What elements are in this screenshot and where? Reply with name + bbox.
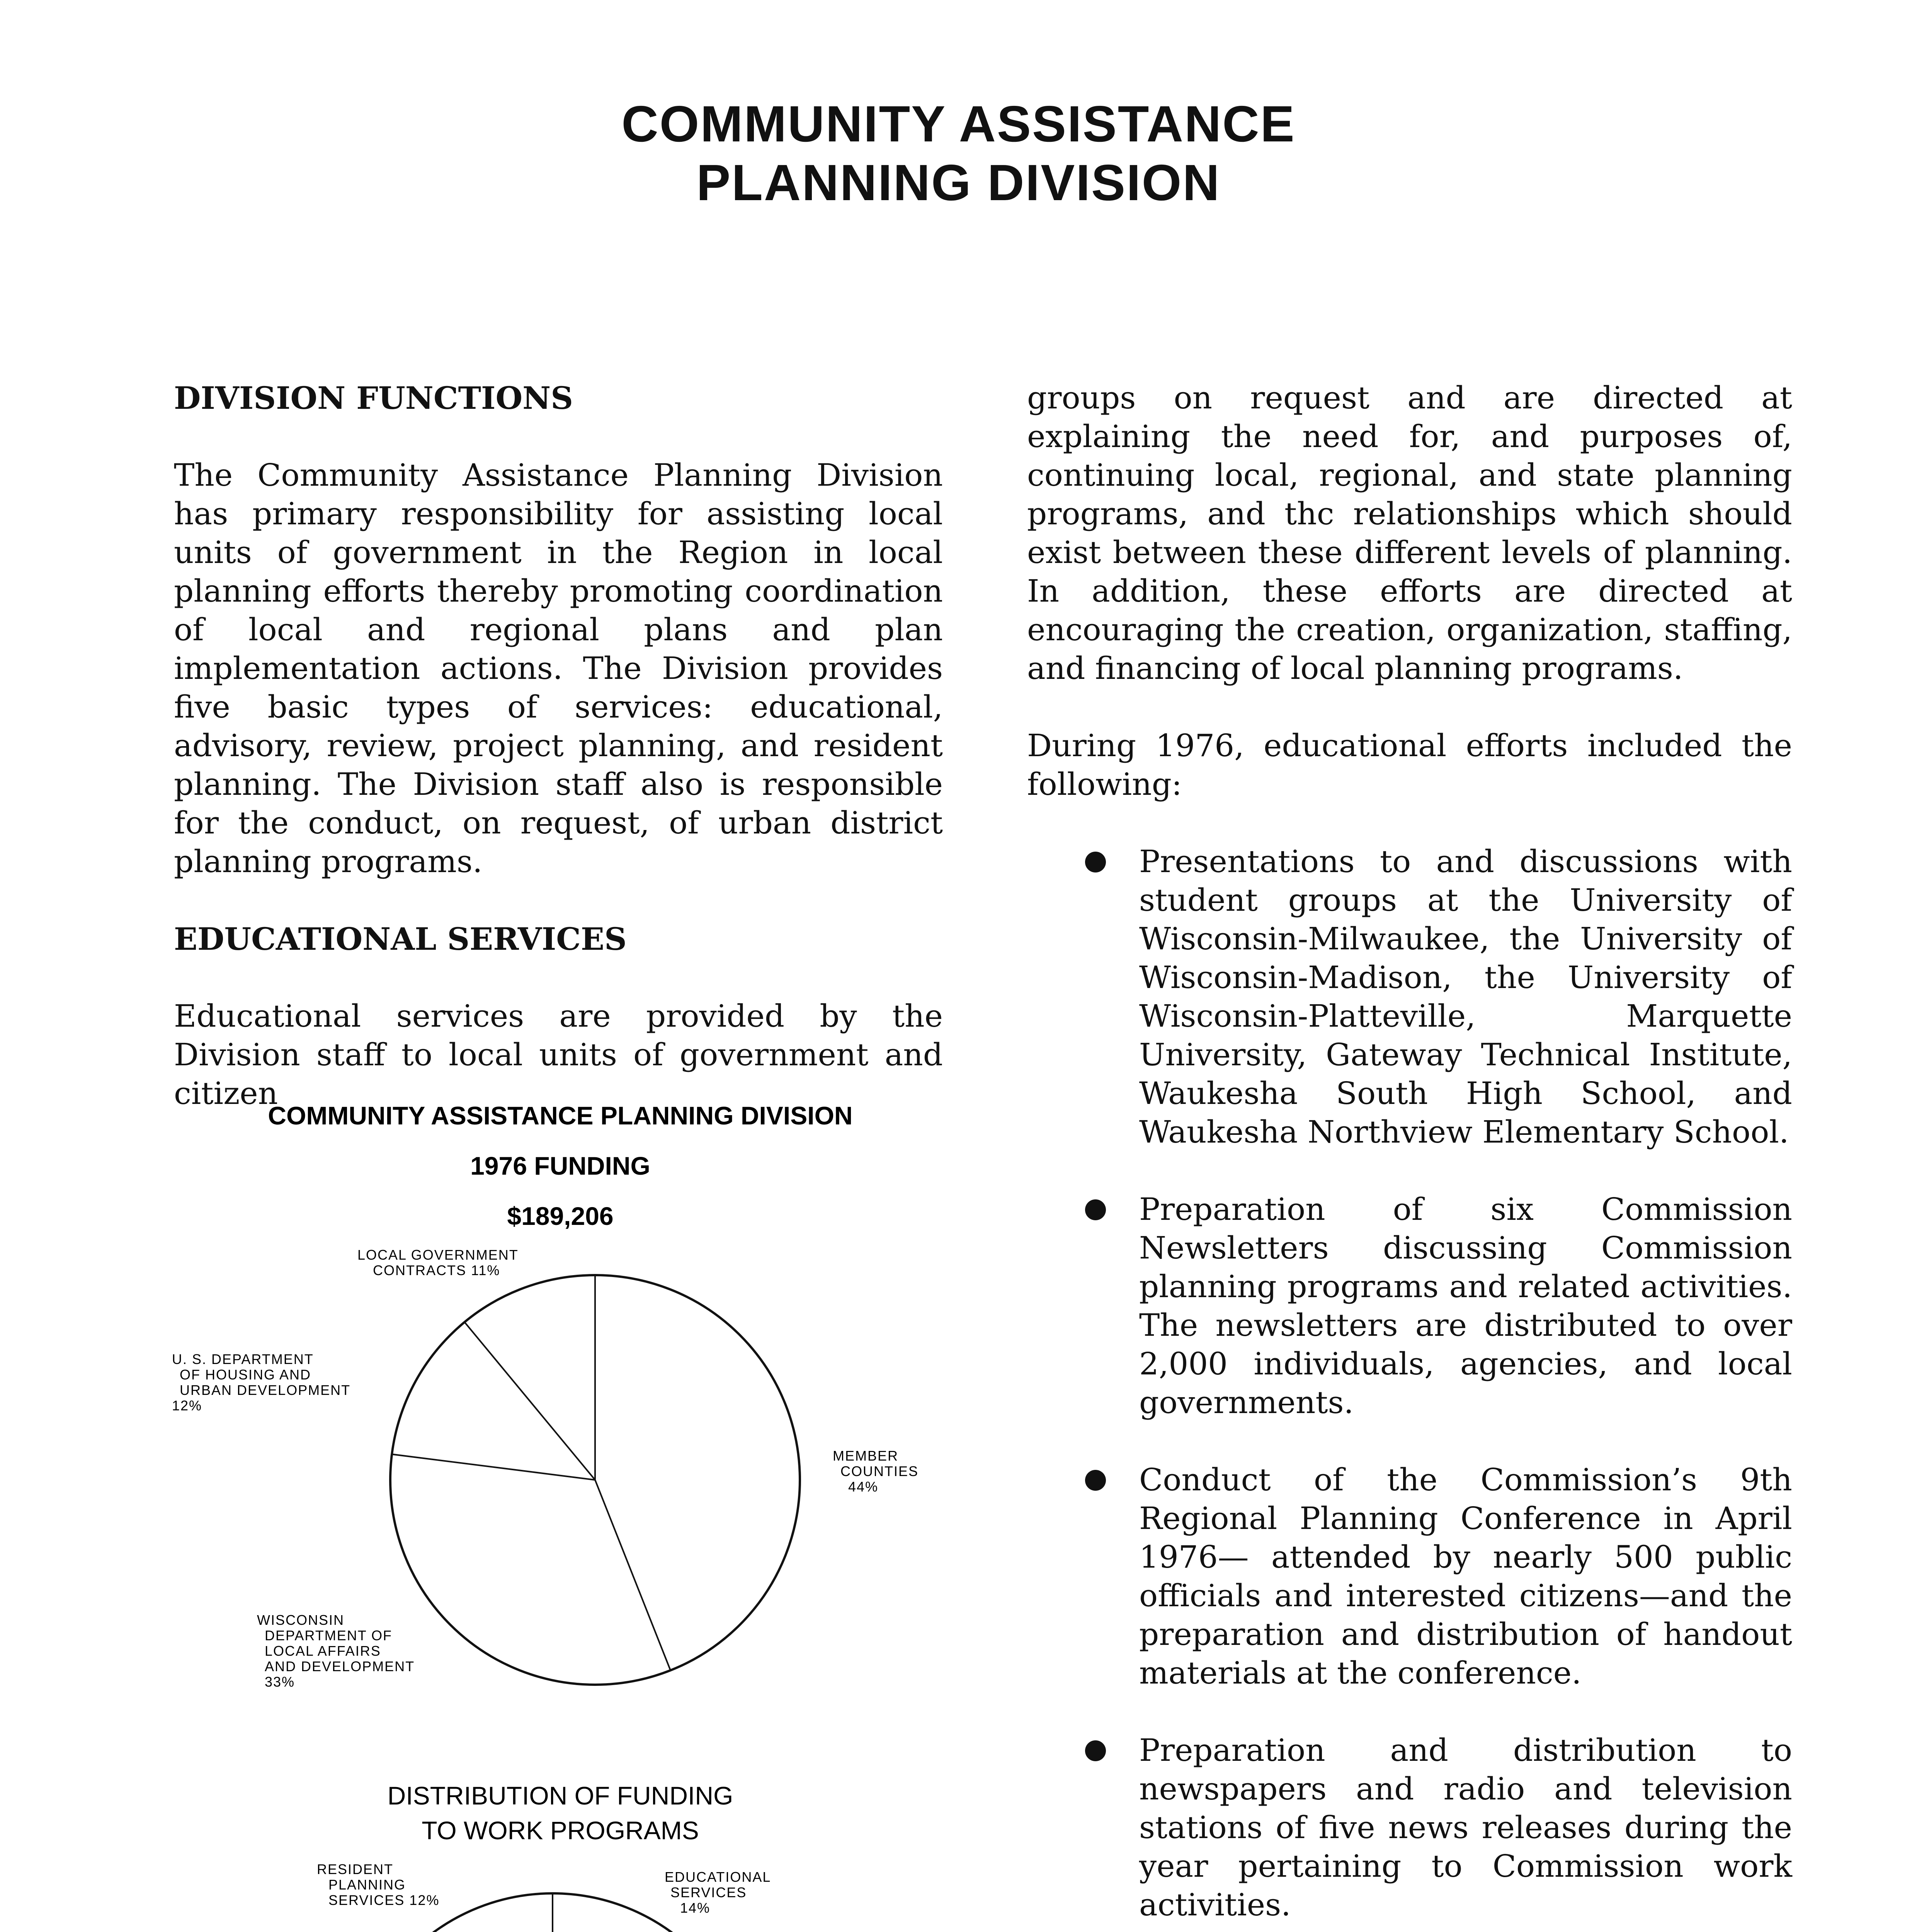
chart1-slice-label-line: AND DEVELOPMENT xyxy=(265,1658,415,1674)
list-item xyxy=(1027,1461,1792,1692)
page-title-line-2: PLANNING DIVISION xyxy=(696,154,1221,211)
chart1-slice-label-line: 12% xyxy=(172,1398,202,1413)
list-item-text: Preparation of six Commission Newsletters discussing Commission planning programs and related activities. The newsletters are distributed to over 2,000 individuals, agencies, and local governments. xyxy=(1139,1191,1792,1420)
chart1-slice-label-line: LOCAL AFFAIRS xyxy=(265,1643,381,1659)
chart1-slice-label xyxy=(257,1612,415,1690)
list-item-text: Conduct of the Commission’s 9th Regional Planning Conference in April 1976— attended by nearly 500 public officials and interested citizens—and the preparation and distribution of handout materials at the conference. xyxy=(1139,1462,1792,1691)
chart2-pie xyxy=(201,1861,796,1932)
bullet-icon xyxy=(1085,1470,1106,1491)
chart2-slice-label-line: PLANNING xyxy=(328,1877,406,1893)
chart1-total: $189,206 xyxy=(507,1202,614,1230)
charts-svg xyxy=(155,1082,966,1932)
bullet-icon xyxy=(1085,852,1106,872)
chart1-slice-label xyxy=(833,1448,919,1495)
bullet-icon xyxy=(1085,1740,1106,1761)
chart2-slice-label-line: EDUCATIONAL xyxy=(665,1869,771,1885)
bullet-icon xyxy=(1085,1199,1106,1220)
chart1-slice-label-line: 33% xyxy=(265,1674,295,1690)
educational-efforts-list xyxy=(1027,842,1792,1932)
chart2-slice-label-line: SERVICES 12% xyxy=(328,1892,440,1908)
chart1-subtitle: 1976 FUNDING xyxy=(470,1151,650,1180)
chart1-pie xyxy=(172,1247,919,1690)
chart1-slice-label-line: MEMBER xyxy=(833,1448,899,1464)
right-paragraph-2: During 1976, educational efforts included the following: xyxy=(1027,728,1792,802)
chart1-slice-label-line: COUNTIES xyxy=(840,1463,919,1479)
chart1-slice-label xyxy=(172,1351,350,1413)
chart1-title: COMMUNITY ASSISTANCE PLANNING DIVISION xyxy=(268,1101,853,1130)
division-functions-heading: DIVISION FUNCTIONS xyxy=(174,380,573,416)
chart1-slice-divider xyxy=(392,1454,595,1480)
chart1-slice-divider xyxy=(595,1480,670,1670)
list-item xyxy=(1027,842,1792,1151)
division-functions-paragraph: The Community Assistance Planning Division has primary responsibility for assisting local units of government in the Region in local planning efforts thereby promoting coordination of local and regional plans and plan implementation actions. The Division provides five basic types of services: educational, advisory, review, project planning, and resident planning. The Division staff also is responsible for the conduct, on request, of urban district planning programs. xyxy=(174,457,943,879)
chart2-slice-label-line: RESIDENT xyxy=(317,1861,394,1877)
chart1-slice-label-line: URBAN DEVELOPMENT xyxy=(180,1382,351,1398)
chart2-slice-label-line: 14% xyxy=(680,1900,711,1916)
chart1-slice-label-line: WISCONSIN xyxy=(257,1612,345,1628)
chart1-slice-divider xyxy=(464,1322,595,1480)
right-paragraph-1: groups on request and are directed at explaining the need for, and purposes of, continuing local, regional, and state planning programs, and thc relationships which should exist between these different levels of planning. In addition, these efforts are directed at encouraging the creation, organization, staffing, and financing of local planning programs. xyxy=(1027,380,1792,686)
list-item xyxy=(1027,1731,1792,1924)
chart1-slice-label xyxy=(357,1247,519,1278)
chart2-slice-label xyxy=(317,1861,439,1908)
chart1-slice-label-line: LOCAL GOVERNMENT xyxy=(357,1247,519,1263)
list-item-text: Preparation and distribution to newspapers and radio and television stations of five news releases during the year pertaining to Commission work activities. xyxy=(1139,1732,1792,1923)
chart2-title: DISTRIBUTION OF FUNDING xyxy=(387,1781,733,1810)
chart2-subtitle: TO WORK PROGRAMS xyxy=(422,1816,699,1845)
chart2-slice-label xyxy=(665,1869,771,1916)
page-title-line-1: COMMUNITY ASSISTANCE xyxy=(621,95,1296,152)
educational-services-paragraph: Educational services are provided by the Division staff to local units of government and citizen xyxy=(174,998,943,1111)
chart1-slice-label-line: CONTRACTS 11% xyxy=(373,1262,500,1278)
chart2-slice-label-line: SERVICES xyxy=(670,1884,747,1900)
right-column xyxy=(1027,379,1792,1932)
chart1-slice-label-line: DEPARTMENT OF xyxy=(265,1628,393,1643)
charts-area xyxy=(155,1082,966,1932)
list-item-text: Presentations to and discussions with student groups at the University of Wisconsin-Milwaukee, the University of Wisconsin-Madison, the University of Wisconsin-Platteville, Marquette University, Gateway Technical Institute, Waukesha South High School, and Waukesha Northview Elementary School. xyxy=(1139,844,1792,1150)
page-title xyxy=(0,95,1917,212)
list-item xyxy=(1027,1190,1792,1422)
chart1-slice-label-line: U. S. DEPARTMENT xyxy=(172,1351,314,1367)
chart1-slice-label-line: OF HOUSING AND xyxy=(180,1367,311,1383)
educational-services-heading: EDUCATIONAL SERVICES xyxy=(174,921,627,957)
left-column xyxy=(174,379,943,1113)
chart1-slice-label-line: 44% xyxy=(848,1479,879,1495)
